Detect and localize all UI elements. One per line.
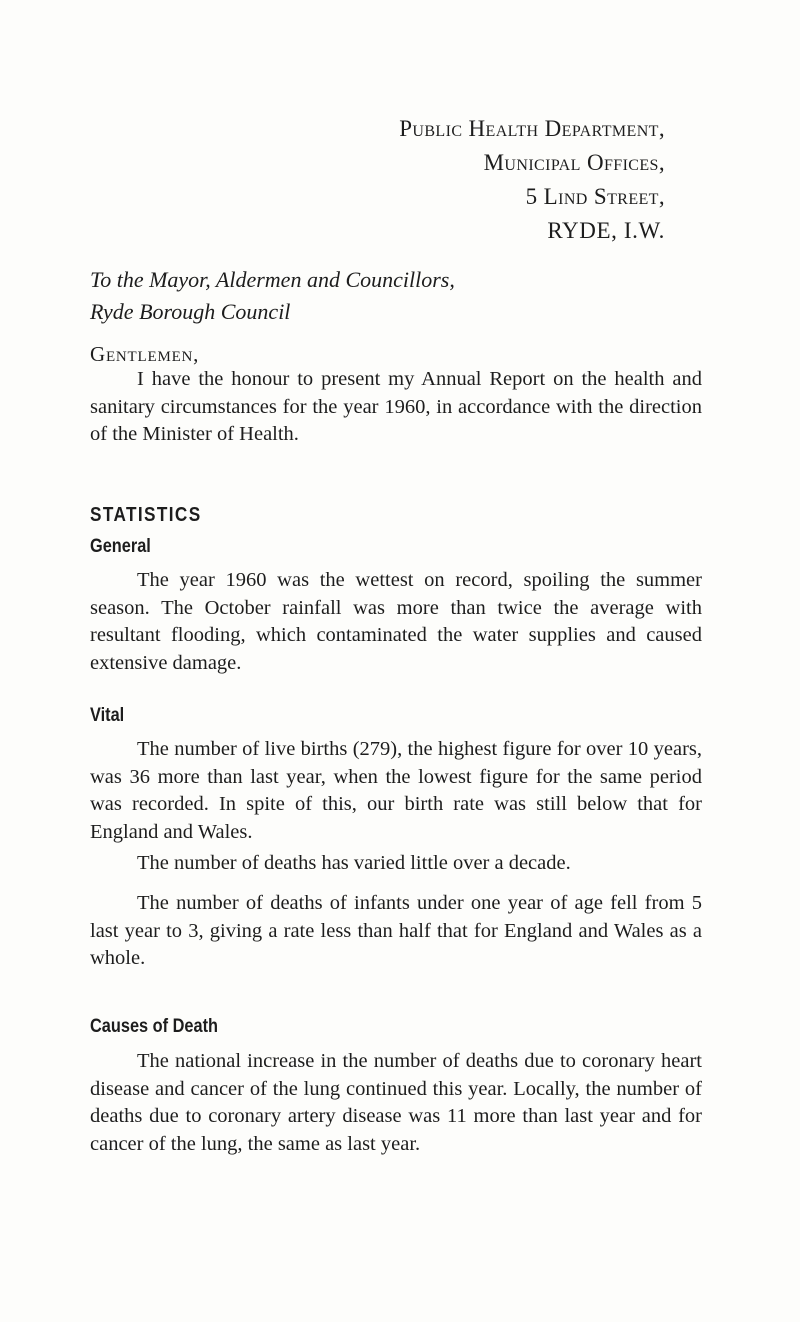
address-line-street: 5 Lind Street, [525, 184, 665, 209]
causes-paragraph: The national increase in the number of deaths due to coronary heart disease and cancer of the lung continued this year. Locally, the number of deaths due to coronary artery disease was 11 more than last year and for cancer of the lung, the same as last year. [90, 1050, 702, 1155]
salutation: Gentlemen, [90, 342, 200, 366]
address-line-town: RYDE, I.W. [547, 218, 665, 243]
addressee-line-council: Ryde Borough Council [90, 299, 291, 324]
section-heading-statistics: STATISTICS [90, 504, 202, 526]
sender-address [0, 112, 665, 248]
vital-paragraph-infants: The number of deaths of infants under one year of age fell from 5 last year to 3, giving a rate less than half that for England and Wales as a whole. [90, 892, 702, 969]
subheading-vital: Vital [90, 705, 125, 726]
address-line-offices: Municipal Offices, [483, 150, 665, 175]
intro-paragraph: I have the honour to present my Annual Report on the health and sanitary circumstances for the year 1960, in accordance with the direction of the Minister of Health. [90, 368, 702, 445]
subheading-general: General [90, 536, 151, 557]
subheading-causes-of-death: Causes of Death [90, 1016, 219, 1037]
general-paragraph: The year 1960 was the wettest on record, spoiling the summer season. The October rainfall was more than twice the average with resultant flooding, which contaminated the water supplies and caused extensive damage. [90, 569, 702, 674]
vital-paragraph-deaths: The number of deaths has varied little over a decade. [137, 852, 571, 874]
addressee-line-recipients: To the Mayor, Aldermen and Councillors, [90, 267, 455, 292]
address-line-department: Public Health Department, [399, 116, 665, 141]
addressee [90, 264, 710, 328]
vital-paragraph-births: The number of live births (279), the highest figure for over 10 years, was 36 more than last year, when the lowest figure for the same period was recorded. In spite of this, our birth rate was still below that for England and Wales. [90, 738, 702, 843]
